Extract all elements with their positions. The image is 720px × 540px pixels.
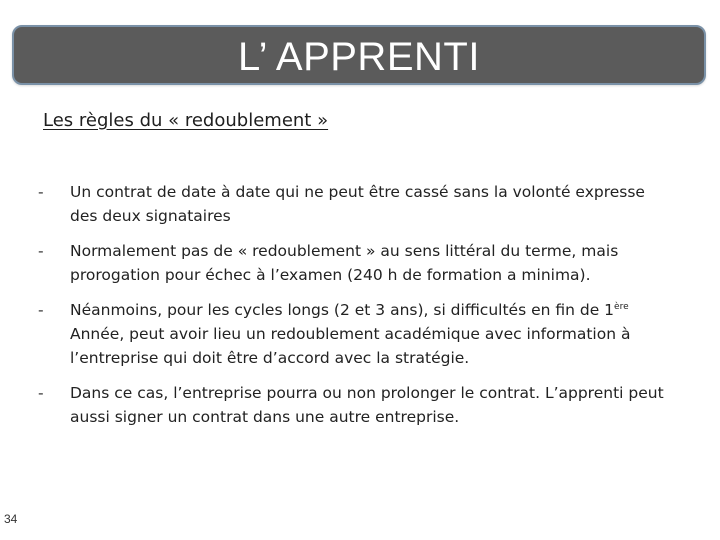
bullet-text-start: Néanmoins, pour les cycles longs (2 et 3 ans), si difficultés en fin de 1 (70, 301, 615, 319)
bullet-text (70, 301, 630, 367)
bullet-dash: - (38, 301, 44, 319)
bullet-text: Un contrat de date à date qui ne peut être cassé sans la volonté expresse des deux signataires (70, 183, 645, 225)
bullet-dash: - (38, 242, 44, 260)
bullet-text-end: Année, peut avoir lieu un redoublement académique avec information à l’entreprise qui doit être d’accord avec la stratégie. (70, 325, 631, 367)
bullet-dash: - (38, 384, 44, 402)
bullet-list (38, 180, 670, 440)
page-number: 34 (4, 512, 18, 526)
title-bar (12, 25, 706, 85)
bullet-item (38, 298, 670, 370)
ordinal-superscript: ère (614, 301, 629, 312)
bullet-item (38, 381, 670, 429)
bullet-text: Normalement pas de « redoublement » au sens littéral du terme, mais prorogation pour échec à l’examen (240 h de formation a minima). (70, 242, 619, 284)
bullet-item (38, 180, 670, 228)
slide-title: L’ APPRENTI (238, 35, 480, 79)
slide-subtitle: Les règles du « redoublement » (43, 110, 329, 131)
bullet-item (38, 239, 670, 287)
bullet-dash: - (38, 183, 44, 201)
bullet-text: Dans ce cas, l’entreprise pourra ou non prolonger le contrat. L’apprenti peut aussi signer un contrat dans une autre entreprise. (70, 384, 664, 426)
